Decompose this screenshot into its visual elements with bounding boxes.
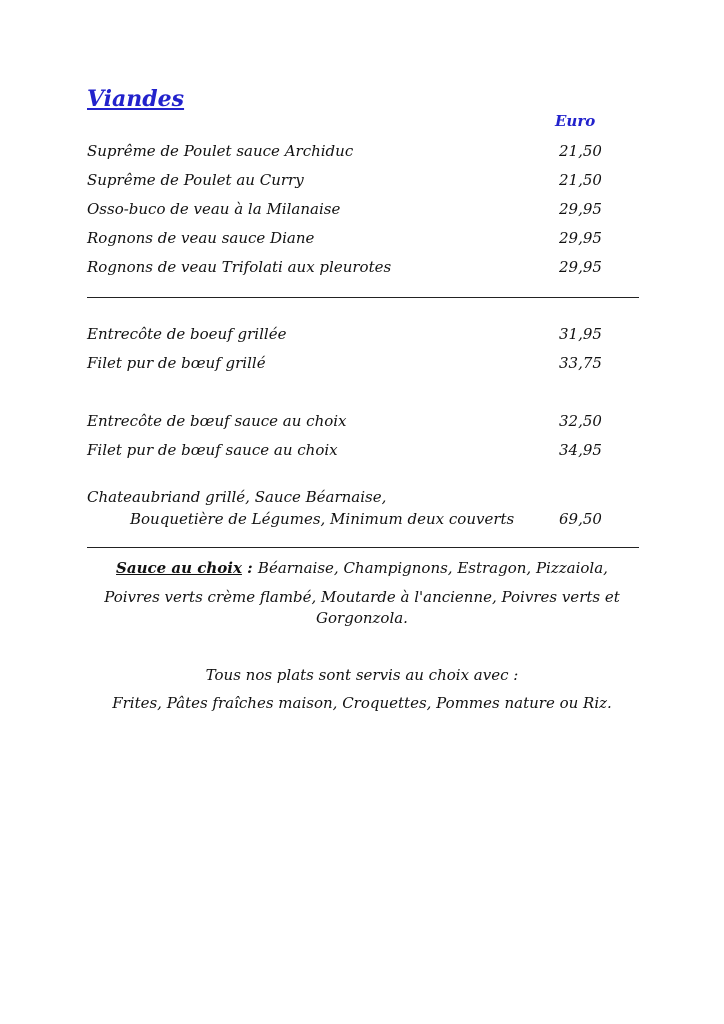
menu-item-name: Chateaubriand grillé, Sauce Béarnaise, <box>87 488 387 506</box>
menu-item-price: 32,50 <box>559 412 602 430</box>
menu-item <box>87 256 612 278</box>
sides-list: Frites, Pâtes fraîches maison, Croquettes, Pommes nature ou Riz. <box>112 694 612 712</box>
sides-intro: Tous nos plats sont servis au choix avec : <box>205 666 519 684</box>
menu-item-name: Rognons de veau sauce Diane <box>87 229 315 247</box>
menu-item-price: 34,95 <box>559 441 602 459</box>
menu-item-price: 29,95 <box>559 258 602 276</box>
menu-item-name: Rognons de veau Trifolati aux pleurotes <box>87 258 392 276</box>
menu-item-name: Suprême de Poulet sauce Archiduc <box>87 142 354 160</box>
menu-item-price: 21,50 <box>559 142 602 160</box>
currency-header: Euro <box>555 112 596 130</box>
menu-item <box>87 410 612 432</box>
menu-item <box>87 323 612 345</box>
menu-item-name: Suprême de Poulet au Curry <box>87 171 304 189</box>
sauce-options <box>60 557 664 579</box>
menu-item-name: Osso-buco de veau à la Milanaise <box>87 200 341 218</box>
menu-item-name: Entrecôte de bœuf sauce au choix <box>87 412 347 430</box>
section-divider <box>87 547 639 548</box>
menu-item-name: Filet pur de bœuf grillé <box>87 354 266 372</box>
menu-item <box>87 198 612 220</box>
menu-item-name: Entrecôte de boeuf grillée <box>87 325 287 343</box>
menu-item-price: 21,50 <box>559 171 602 189</box>
sauce-list-line-2: Poivres verts crème flambé, Moutarde à l'ancienne, Poivres verts et <box>104 588 620 606</box>
section-divider <box>87 297 639 298</box>
menu-item <box>87 169 612 191</box>
menu-item <box>87 227 612 249</box>
menu-item <box>87 439 612 461</box>
menu-item <box>87 352 612 374</box>
menu-item-price: 33,75 <box>559 354 602 372</box>
sauce-list-line-1: Béarnaise, Champignons, Estragon, Pizzaiola, <box>257 559 608 577</box>
sauce-label: Sauce au choix <box>116 559 242 577</box>
menu-item-price: 29,95 <box>559 229 602 247</box>
menu-item <box>87 140 612 162</box>
page-title: Viandes <box>87 86 185 112</box>
sauce-list-line-3: Gorgonzola. <box>316 609 408 627</box>
menu-item-price: 69,50 <box>559 510 602 528</box>
menu-item-price: 29,95 <box>559 200 602 218</box>
menu-item-name: Filet pur de bœuf sauce au choix <box>87 441 338 459</box>
sauce-separator: : <box>241 559 258 577</box>
menu-item-description: Bouquetière de Légumes, Minimum deux couverts <box>130 510 515 528</box>
menu-item-price: 31,95 <box>559 325 602 343</box>
menu-item-chateaubriand <box>87 486 612 530</box>
